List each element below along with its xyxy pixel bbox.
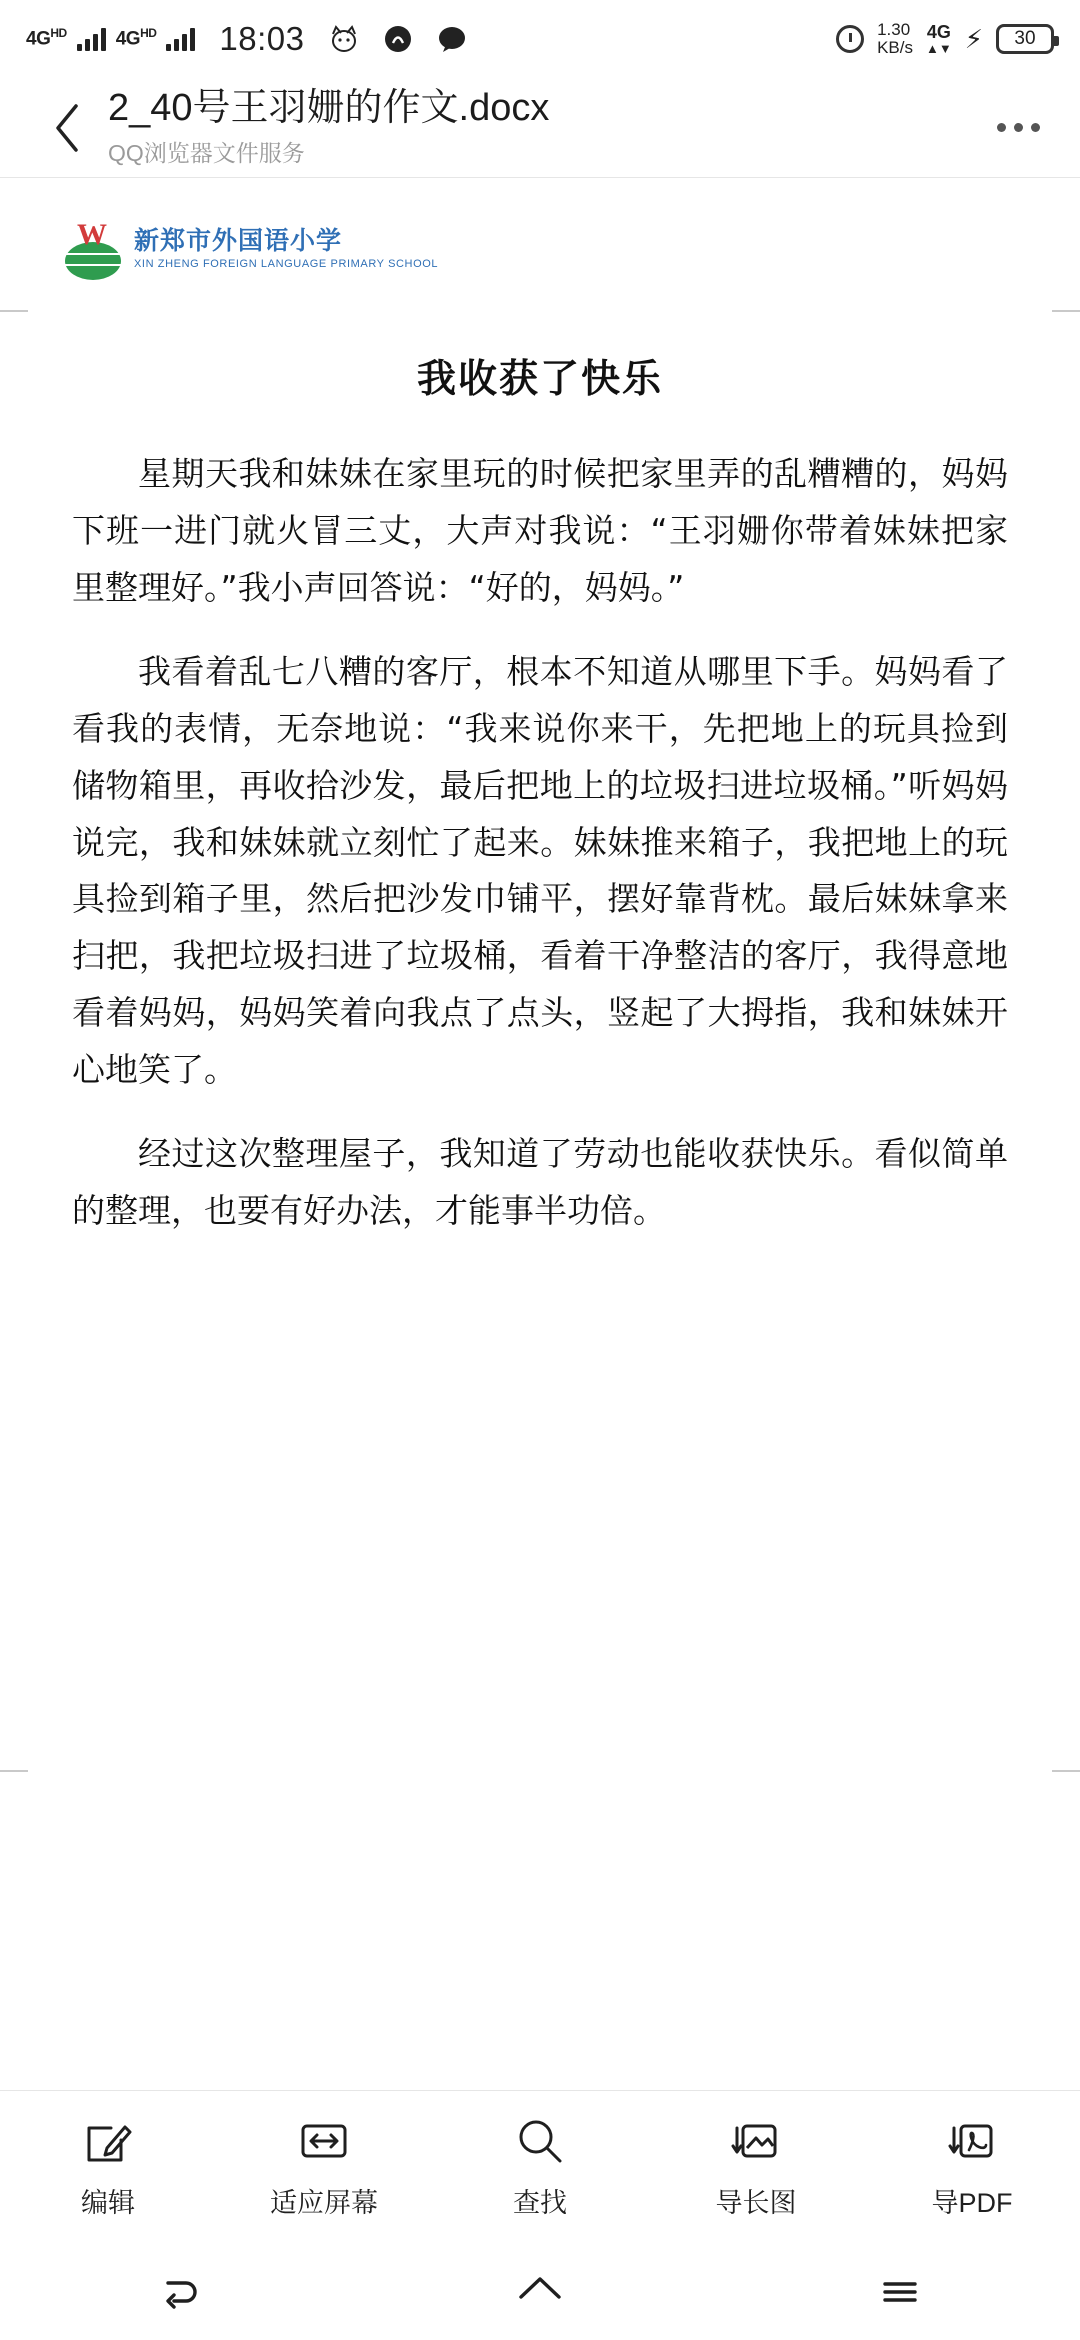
crop-mark-bottom-right xyxy=(1052,1770,1080,1806)
school-name-cn: 新郑市外国语小学 xyxy=(134,227,343,255)
header-title-block xyxy=(108,87,978,168)
essay-paragraph: 星期天我和妹妹在家里玩的时候把家里弄的乱糟糟的，妈妈下班一进门就火冒三丈，大声对我说：“王羽姗你带着妹妹把家里整理好。”我小声回答说：“好的，妈妈。” xyxy=(72,454,1008,607)
school-logo xyxy=(62,216,1066,282)
more-options-button[interactable] xyxy=(978,98,1058,158)
essay-paragraph: 我看着乱七八糟的客厅，根本不知道从哪里下手。妈妈看了看我的表情，无奈地说：“我来说你来干，先把地上的玩具捡到储物箱里，再收拾沙发，最后把地上的垃圾扫进垃圾桶。”听妈妈说完，我和妹妹就立刻忙了起来。妹妹推来箱子，我把地上的玩具捡到箱子里，然后把沙发巾铺平，摆好靠背枕。最后妹妹拿来扫把，我把垃圾扫进了垃圾桶，看着干净整洁的客厅，我得意地看着妈妈，妈妈笑着向我点了点头，竖起了大拇指，我和妹妹开心地笑了。 xyxy=(72,652,1008,1089)
chat-bubble-icon xyxy=(437,25,467,53)
app-header xyxy=(0,78,1080,178)
alarm-clock-icon xyxy=(836,25,864,53)
menu-lines-icon xyxy=(871,2267,929,2315)
essay-paragraph: 经过这次整理屋子，我知道了劳动也能收获快乐。看似简单的整理，也要有好办法，才能事半功倍。 xyxy=(72,1134,1008,1230)
status-bar-left xyxy=(26,20,467,58)
crop-mark-top-right xyxy=(1052,276,1080,312)
toolbar-item-edit[interactable] xyxy=(0,2113,216,2220)
network-updown-icon: ▲▼ xyxy=(926,40,952,56)
sim1-signal xyxy=(26,27,67,50)
toolbar-item-fit-screen[interactable] xyxy=(216,2113,432,2220)
home-nav-button[interactable] xyxy=(360,2267,720,2315)
document-scroll-area[interactable] xyxy=(0,180,1080,2090)
status-bar-right xyxy=(836,21,1054,57)
school-logo-text xyxy=(134,228,438,271)
sim2-signal-bars xyxy=(166,27,195,51)
charging-bolt-icon: ⚡ xyxy=(964,23,983,54)
export-pdf-icon xyxy=(945,2113,999,2169)
export-long-image-icon xyxy=(729,2113,783,2169)
back-button[interactable] xyxy=(40,101,94,155)
toolbar-label: 编辑 xyxy=(81,2188,135,2218)
crop-mark-bottom-left xyxy=(0,1770,28,1806)
toolbar-label: 导长图 xyxy=(715,2188,797,2218)
system-nav-bar xyxy=(0,2242,1080,2340)
document-page xyxy=(14,216,1066,1936)
page-subtitle: QQ浏览器文件服务 xyxy=(108,139,305,166)
toolbar-label: 查找 xyxy=(513,2188,567,2218)
bottom-toolbar xyxy=(0,2090,1080,2242)
sim2-signal xyxy=(116,27,157,50)
qq-music-icon xyxy=(383,24,413,54)
crop-mark-top-left xyxy=(0,276,28,312)
school-name-en: XIN ZHENG FOREIGN LANGUAGE PRIMARY SCHOOL xyxy=(134,258,439,271)
fit-screen-icon xyxy=(297,2113,351,2169)
cat-icon xyxy=(329,25,359,53)
battery-indicator: 30 xyxy=(996,24,1054,54)
essay-body xyxy=(72,282,1008,1240)
toolbar-item-export-pdf[interactable] xyxy=(864,2113,1080,2220)
sim1-signal-bars xyxy=(77,27,106,51)
back-arrow-icon xyxy=(152,2267,208,2315)
status-time: 18:03 xyxy=(219,20,305,57)
essay-title: 我收获了快乐 xyxy=(416,357,663,402)
recents-nav-button[interactable] xyxy=(720,2267,1080,2315)
network-speed: 1.30 KB/s xyxy=(877,20,913,57)
network-type-icon: 4G ▲▼ xyxy=(926,21,952,56)
back-chevron-icon xyxy=(50,102,84,154)
toolbar-item-search[interactable] xyxy=(432,2113,648,2220)
status-bar xyxy=(0,0,1080,78)
back-nav-button[interactable] xyxy=(0,2267,360,2315)
home-icon xyxy=(511,2267,569,2315)
toolbar-item-export-long-image[interactable] xyxy=(648,2113,864,2220)
school-emblem-icon: W xyxy=(62,218,124,280)
sim1-label: $4G^{HD}$ xyxy=(26,26,67,50)
toolbar-label: 导PDF xyxy=(931,2188,1013,2218)
search-icon xyxy=(513,2113,567,2169)
page-title: 2_40号王羽姗的作文.docx xyxy=(108,87,550,130)
sim2-label: $4G^{HD}$ xyxy=(115,26,157,50)
toolbar-label: 适应屏幕 xyxy=(270,2188,378,2218)
edit-pencil-icon xyxy=(81,2113,135,2169)
